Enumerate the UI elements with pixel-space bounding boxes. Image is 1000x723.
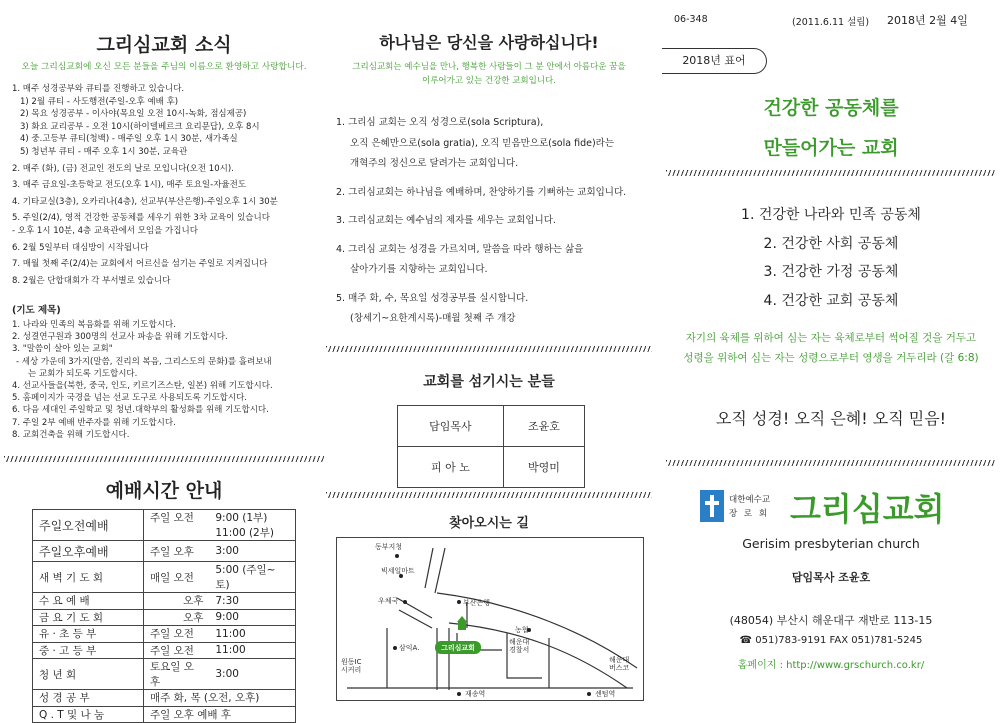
worship-day: 주일 오후 (144, 541, 210, 562)
table-row (33, 593, 296, 610)
divider (326, 492, 652, 498)
divider (326, 346, 652, 352)
motto-points (662, 201, 1000, 315)
motto-point: 4. 건강한 교회 공동체 (763, 292, 899, 309)
pastors-title: 교회를 섬기시는 분들 (423, 374, 555, 390)
person-cell: 박영미 (503, 447, 584, 488)
worship-time: 9:00 (209, 609, 295, 626)
church-phone: ☎ 051)783-9191 FAX 051)781-5245 (739, 635, 923, 646)
prayer-item: 3. "말씀이 살아 있는 교회" (12, 344, 113, 355)
worship-name: 주일오전예배 (33, 510, 144, 541)
map-label: 농협 (515, 626, 529, 634)
worship-day: 오후 (144, 609, 210, 626)
church-pastor: 담임목사 조윤호 (791, 571, 871, 584)
church-logo-icon (700, 490, 724, 522)
motto-label-box (662, 48, 767, 74)
love-subtitle: 그리심교회는 예수님을 만나, 행복한 사람들이 그 분 안에서 아름다운 꿈을 이루어가고 있는 건강한 교회입니다. (352, 62, 626, 86)
news-item: 3) 화요 교리공부 - 오전 10시(하이델베르크 요리문답), 오후 8시 (20, 121, 260, 132)
worship-name: Q . T 및 나 눔 (33, 706, 144, 723)
news-item: 5. 주일(2/4), 영적 건강한 공동체를 세우기 위한 3차 교육이 있습니다 (12, 213, 270, 224)
church-address: (48054) 부산시 해운대구 재반로 113-15 (729, 614, 933, 627)
news-item: 3. 매주 금요일-초등학교 전도(오후 1시), 매주 토요일-자율전도 (12, 180, 247, 191)
divider (4, 456, 324, 462)
worship-time: 3:00 (209, 541, 295, 562)
worship-day: 매주 화, 목 (오전, 오후) (144, 690, 296, 707)
role-cell: 피 아 노 (398, 447, 504, 488)
sola-text: 오직 성경! 오직 은혜! 오직 믿음! (715, 409, 947, 428)
prayer-item: 4. 선교사들을(북한, 중국, 인도, 키르기즈스탄, 일본) 위해 기도합시다. (12, 381, 273, 392)
table-row (398, 406, 585, 447)
map-label: 부산은행 (463, 599, 491, 607)
bible-verse: 자기의 육체를 위하여 심는 자는 육체로부터 썩어질 것을 거두고 성령을 위하여 심는 자는 성령으로부터 영생을 거두리라 (갈 6:8) (683, 332, 979, 364)
map-title: 찾아오시는 길 (449, 516, 529, 531)
bulletin-date: 2018년 2월 4일 (887, 14, 968, 27)
prayer-item: 7. 주일 2부 예배 반주자를 위해 기도합시다. (12, 417, 176, 428)
love-list (336, 113, 656, 330)
divider (666, 170, 996, 176)
motto-label: 2018년 표어 (682, 54, 746, 67)
love-item: 4. 그리심 교회는 성경을 가르치며, 말씀을 따라 행하는 삶을 살아가기를 지향하는 교회입니다. (336, 243, 584, 275)
motto-point: 3. 건강한 가정 공동체 (763, 264, 899, 280)
worship-name: 금 요 기 도 회 (33, 609, 144, 626)
map-roads (337, 538, 643, 700)
motto-point: 1. 건강한 나라와 민족 공동체 (741, 207, 921, 223)
worship-name: 새 벽 기 도 회 (33, 562, 144, 593)
news-item: 2. 매주 (화), (금) 전교인 전도의 날로 모입니다(오전 10시). (12, 163, 234, 174)
news-item: 4. 기타교실(3층), 오카리나(4층), 선교부(부산은행)-주일오후 1시 30분 (12, 196, 278, 207)
person-cell: 조윤호 (503, 406, 584, 447)
prayer-item: 는 교회가 되도록 기도합시다. (28, 368, 138, 379)
worship-time: 5:00 (주일~토) (209, 562, 295, 593)
prayer-item: 8. 교회건축을 위해 기도합시다. (12, 429, 130, 440)
map-label: 원동IC 시커리 (341, 658, 362, 674)
location-map (336, 537, 644, 701)
map-label: 우체국 (378, 597, 399, 605)
love-item: 3. 그리심교회는 예수님의 제자를 세우는 교회입니다. (336, 215, 556, 226)
table-row (33, 706, 296, 723)
homepage-link[interactable]: 홈페이지 : http://www.grschurch.co.kr/ (737, 660, 925, 671)
map-label: 동부지청 (375, 543, 403, 551)
worship-name: 청 년 회 (33, 659, 144, 690)
map-label: 해운대 버스코 (609, 656, 630, 672)
founded-date: (2011.6.11 설립) (792, 17, 870, 28)
prayer-item: 2. 성결연구원과 300명의 선교사 파송을 위해 기도합시다. (12, 332, 228, 343)
worship-day: 주일 오전 (144, 626, 210, 643)
love-title: 하나님은 당신을 사랑하십니다! (379, 33, 599, 52)
church-icon (457, 616, 467, 630)
news-title: 그리심교회 소식 (96, 34, 232, 56)
worship-time: 11:00 (209, 626, 295, 643)
prayer-list (12, 319, 328, 441)
love-item: 2. 그리심교회는 하나님을 예배하며, 찬양하기를 기뻐하는 교회입니다. (336, 186, 627, 198)
map-label: 삼익A. (399, 644, 420, 652)
news-item: 5) 청년부 큐티 - 매주 오후 1시 30분, 교육관 (20, 146, 188, 157)
prayer-item: 5. 홈페이지가 국경을 넘는 선교 도구로 사용되도록 기도합시다. (12, 393, 248, 404)
worship-day: 주일 오전 (144, 510, 210, 541)
news-list (12, 83, 328, 287)
role-cell: 담임목사 (398, 406, 504, 447)
motto-headline: 건강한 공동체를 만들어가는 교회 (763, 97, 899, 159)
love-item: 5. 매주 화, 수, 목요일 성경공부를 실시합니다. (창세기~요한계시록)-매월 첫째 주 개강 (336, 292, 529, 324)
worship-day: 오후 (144, 593, 210, 610)
prayer-item: 6. 다음 세대인 주일학교 및 청년.대학부의 활성화를 위해 기도합시다. (12, 405, 269, 416)
table-row (33, 690, 296, 707)
worship-time: 11:00 (209, 642, 295, 659)
worship-name: 주일오후예배 (33, 541, 144, 562)
map-label: 센텀역 (595, 690, 616, 698)
prayer-item: 1. 나라와 민족의 복음화를 위해 기도합시다. (12, 320, 176, 330)
table-row (33, 659, 296, 690)
divider (666, 460, 996, 466)
church-english-name: Gerisim presbyterian church (742, 536, 920, 551)
church-label: 그리심교회 (441, 644, 475, 652)
prayer-item: - 세상 가운데 3가지(말씀, 진리의 복음, 그리스도의 문화)를 흘려보내 (16, 356, 272, 367)
worship-day: 토요일 오후 (144, 659, 210, 690)
love-item: 1. 그리심 교회는 오직 성경으로(sola Scriptura), 오직 은혜만으로(sola gratia), 오직 믿음만으로(sola fide)라는 개혁주의 정신으로 달려가는 교회입니다. (336, 117, 615, 169)
worship-name: 성 경 공 부 (33, 690, 144, 707)
table-row (33, 562, 296, 593)
news-item: 2) 목요 성경공부 - 이사야(목요일 오전 10시-녹화, 점심제공) (20, 109, 247, 120)
news-item: 1. 매주 성경공부와 큐티를 진행하고 있습니다. (12, 84, 185, 94)
worship-day: 주일 오전 (144, 642, 210, 659)
news-item: 1) 2월 큐티 - 사도행전(주일-오후 예배 후) (20, 96, 179, 107)
worship-name: 중 · 고 등 부 (33, 642, 144, 659)
worship-table (32, 509, 296, 723)
map-label: 해운대 경찰서 (509, 638, 530, 654)
church-name: 그리심교회 (790, 490, 945, 528)
table-row (33, 626, 296, 643)
worship-day: 주일 오후 예배 후 (144, 706, 296, 723)
table-row (33, 642, 296, 659)
map-label: 빅세일마트 (381, 567, 415, 575)
welcome-text: 오늘 그리심교회에 오신 모든 분들을 주님의 이름으로 환영하고 사랑합니다. (21, 62, 307, 72)
pastors-table (397, 405, 585, 488)
table-row (33, 541, 296, 562)
table-row (398, 447, 585, 488)
worship-time: 9:00 (1부) 11:00 (2부) (209, 510, 295, 541)
worship-name: 유 · 초 등 부 (33, 626, 144, 643)
worship-time: 3:00 (209, 659, 295, 690)
news-item: 8. 2월은 단합대회가 각 부서별로 있습니다 (12, 275, 171, 286)
worship-name: 수 요 예 배 (33, 593, 144, 610)
table-row (33, 510, 296, 541)
news-item: 6. 2월 5일부터 대심방이 시작됩니다 (12, 242, 149, 253)
worship-title: 예배시간 안내 (105, 480, 223, 502)
worship-day: 매일 오전 (144, 562, 210, 593)
prayer-title: (기도 제목) (12, 305, 61, 316)
table-row (33, 609, 296, 626)
worship-time: 7:30 (209, 593, 295, 610)
bulletin-code: 06-348 (674, 14, 708, 25)
news-item: 7. 매월 첫째 주(2/4)는 교회에서 어르신을 섬기는 주일로 지켜집니다 (12, 259, 268, 270)
motto-point: 2. 건강한 사회 공동체 (763, 235, 899, 252)
denomination: 대한예수교 장 로 회 (729, 495, 771, 519)
map-label: 재송역 (465, 690, 486, 698)
news-item: 4) 중.고등부 큐티(청백) - 매주일 오후 1시 30분, 새가족실 (20, 134, 238, 145)
news-item: - 오후 1시 10분, 4층 교육관에서 모임을 가집니다 (12, 225, 198, 236)
